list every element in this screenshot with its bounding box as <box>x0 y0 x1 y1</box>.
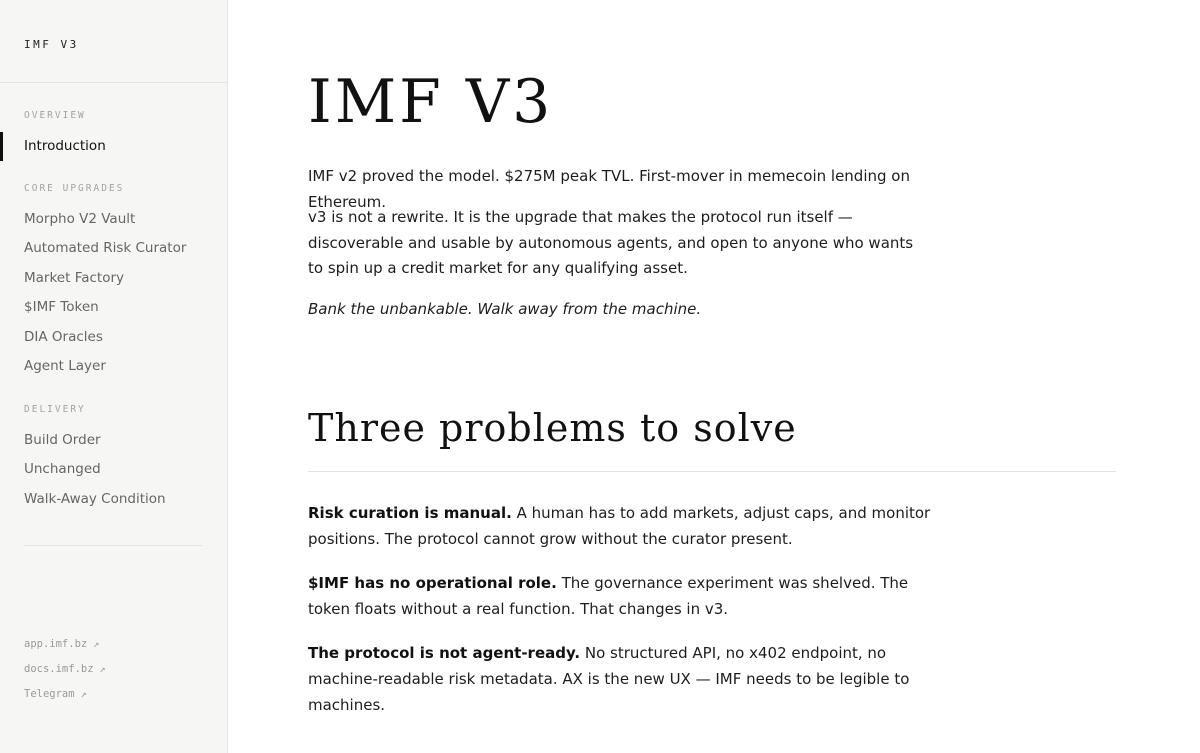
external-arrow-icon: ↗ <box>80 689 87 700</box>
external-link-label: app.imf.bz <box>24 638 88 650</box>
nav-heading-delivery: DELIVERY <box>24 404 86 415</box>
problem-item-3 <box>308 640 938 718</box>
problem-item-1 <box>308 500 938 552</box>
sidebar-item-imf-token[interactable]: $IMF Token <box>24 299 99 316</box>
sidebar-item-build-order[interactable]: Build Order <box>24 432 101 448</box>
nav-heading-overview: OVERVIEW <box>24 110 86 121</box>
intro-paragraph-1: IMF v2 proved the model. $275M peak TVL. First-mover in memecoin lending on Ethereum. <box>308 167 910 211</box>
nav-heading-core-upgrades: CORE UPGRADES <box>24 183 125 194</box>
sidebar-divider <box>24 545 202 546</box>
external-links <box>24 632 106 707</box>
sidebar <box>0 0 228 753</box>
problem-lead: $IMF has no operational role. <box>308 574 557 592</box>
problem-item-2 <box>308 570 938 622</box>
sidebar-item-walk-away-condition[interactable]: Walk-Away Condition <box>24 490 166 507</box>
external-link-label: Telegram <box>24 688 75 700</box>
problem-lead: Risk curation is manual. <box>308 504 512 522</box>
sidebar-item-unchanged[interactable]: Unchanged <box>24 461 101 478</box>
sidebar-item-market-factory[interactable]: Market Factory <box>24 269 125 286</box>
external-link-docs[interactable] <box>24 657 106 682</box>
sidebar-item-dia-oracles[interactable]: DIA Oracles <box>24 328 103 345</box>
brand-logo[interactable]: IMF V3 <box>0 0 227 83</box>
intro-paragraph-2: v3 is not a rewrite. It is the upgrade that makes the protocol run itself — discoverable and usable by autonomous agents, and open to anyone who wants to spin up a credit market for any qualifying asset. <box>308 208 914 277</box>
external-link-app[interactable] <box>24 632 106 657</box>
page-title: IMF V3 <box>308 67 554 137</box>
sidebar-item-morpho-v2-vault[interactable]: Morpho V2 Vault <box>24 211 136 227</box>
nav-section-core-upgrades <box>0 183 227 381</box>
external-arrow-icon: ↗ <box>93 639 100 650</box>
sidebar-item-agent-layer[interactable]: Agent Layer <box>24 357 106 374</box>
section-divider <box>308 471 1116 472</box>
nav-section-delivery <box>0 404 227 514</box>
sidebar-item-automated-risk-curator[interactable]: Automated Risk Curator <box>24 240 187 257</box>
external-link-telegram[interactable] <box>24 682 106 707</box>
nav-section-overview <box>0 110 227 161</box>
sidebar-item-introduction[interactable]: Introduction <box>0 132 227 161</box>
problem-lead: The protocol is not agent-ready. <box>308 644 581 662</box>
external-arrow-icon: ↗ <box>99 664 106 675</box>
problem-text: The governance experiment was shelved. The token floats without a real function. That changes in v3. <box>308 574 909 618</box>
problem-text: A human has to add markets, adjust caps, and monitor positions. The protocol cannot grow without the curator present. <box>308 504 931 548</box>
tagline: Bank the unbankable. Walk away from the machine. <box>308 300 702 318</box>
problem-text: No structured API, no x402 endpoint, no machine-readable risk metadata. AX is the new UX — IMF needs to be legible to machines. <box>308 644 910 714</box>
section-title: Three problems to solve <box>308 406 797 450</box>
external-link-label: docs.imf.bz <box>24 663 94 675</box>
main-content <box>228 0 1200 753</box>
